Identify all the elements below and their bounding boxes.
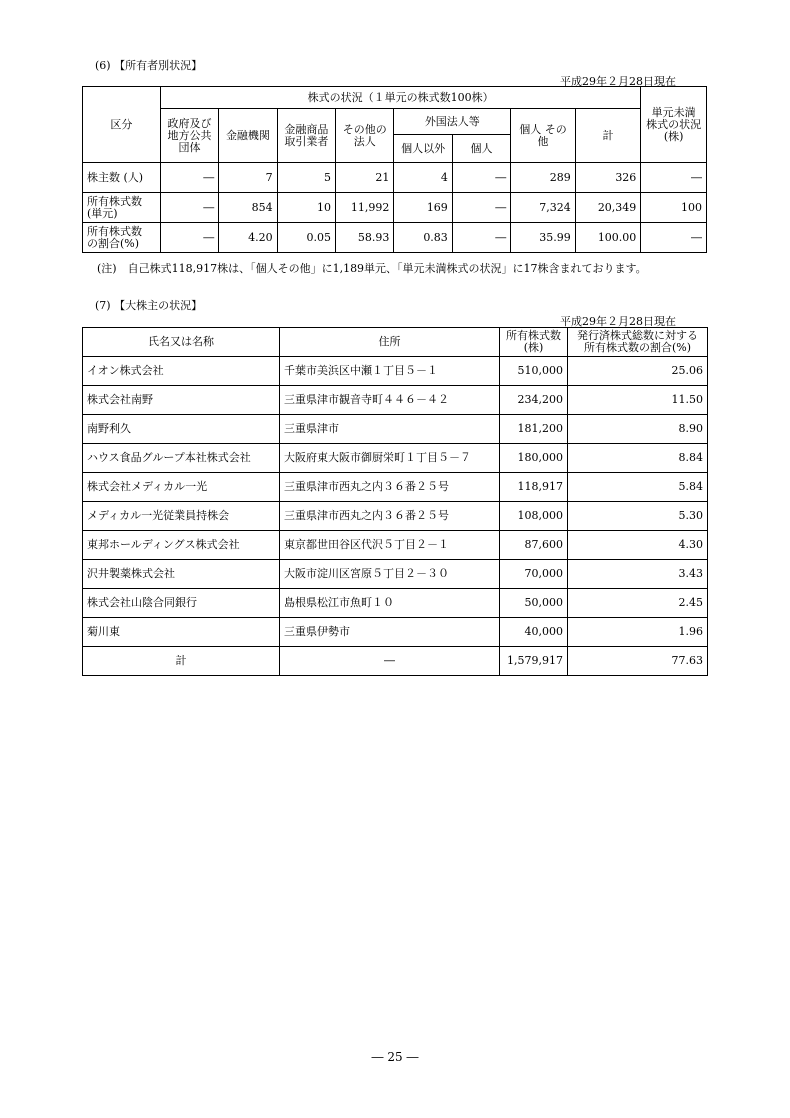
shareholder-ratio: 5.84 — [568, 473, 708, 502]
cell: 7,324 — [511, 193, 576, 223]
header-ratio: 発行済株式総数に対する 所有株式数の割合(%) — [568, 328, 708, 357]
cell: ― — [641, 163, 707, 193]
shareholder-shares: 180,000 — [500, 444, 568, 473]
shareholder-shares: 70,000 — [500, 560, 568, 589]
table-row — [83, 386, 708, 415]
cell: 4.20 — [219, 223, 277, 253]
cell: 326 — [575, 163, 641, 193]
cell: 100.00 — [575, 223, 641, 253]
shareholder-name: ハウス食品グループ本社株式会社 — [83, 444, 280, 473]
total-shares: 1,579,917 — [500, 647, 568, 676]
cell: 10 — [277, 193, 335, 223]
shareholder-name: 菊川東 — [83, 618, 280, 647]
header-status: 株式の状況（１単元の株式数100株） — [160, 87, 640, 109]
total-row — [83, 647, 708, 676]
section6-title: (6) 【所有者別状況】 — [95, 59, 203, 72]
cell: 289 — [511, 163, 576, 193]
header-gov: 政府及び 地方公共 団体 — [160, 109, 218, 163]
table-row — [83, 502, 708, 531]
section7-title: (7) 【大株主の状況】 — [95, 299, 203, 312]
shareholder-address: 三重県津市西丸之内３６番２５号 — [280, 473, 500, 502]
shareholder-name: イオン株式会社 — [83, 357, 280, 386]
shareholder-name: 東邦ホールディングス株式会社 — [83, 531, 280, 560]
cell: 35.99 — [511, 223, 576, 253]
table-row — [83, 357, 708, 386]
header-kubun: 区分 — [83, 87, 161, 163]
shareholder-shares: 234,200 — [500, 386, 568, 415]
shareholder-shares: 40,000 — [500, 618, 568, 647]
row-label: 所有株式数 (単元) — [83, 193, 161, 223]
header-shares: 所有株式数 (株) — [500, 328, 568, 357]
shareholder-ratio: 8.84 — [568, 444, 708, 473]
header-individual: 個人 その他 — [511, 109, 576, 163]
cell: ― — [160, 163, 218, 193]
shareholder-name: 株式会社メディカル一光 — [83, 473, 280, 502]
shareholder-ratio: 25.06 — [568, 357, 708, 386]
table-row — [83, 618, 708, 647]
cell: ― — [160, 193, 218, 223]
cell: 0.83 — [394, 223, 452, 253]
cell: ― — [160, 223, 218, 253]
shareholder-ratio: 2.45 — [568, 589, 708, 618]
table-row — [83, 163, 707, 193]
table-row — [83, 223, 707, 253]
cell: 11,992 — [336, 193, 394, 223]
header-foreign: 外国法人等 — [394, 109, 511, 135]
total-ratio: 77.63 — [568, 647, 708, 676]
cell: ― — [452, 163, 510, 193]
section7-date: 平成29年２月28日現在 — [560, 315, 676, 328]
table-row — [83, 415, 708, 444]
header-foreign-nonind: 個人以外 — [394, 135, 452, 163]
cell: 169 — [394, 193, 452, 223]
cell: 854 — [219, 193, 277, 223]
major-shareholders-table — [82, 327, 708, 676]
cell: 4 — [394, 163, 452, 193]
cell: ― — [452, 223, 510, 253]
shareholder-name: 株式会社山陰合同銀行 — [83, 589, 280, 618]
table-row — [83, 473, 708, 502]
shareholder-name: メディカル一光従業員持株会 — [83, 502, 280, 531]
shareholder-name: 南野利久 — [83, 415, 280, 444]
shareholder-ratio: 4.30 — [568, 531, 708, 560]
shareholder-address: 東京都世田谷区代沢５丁目２－１ — [280, 531, 500, 560]
shareholder-shares: 510,000 — [500, 357, 568, 386]
shareholder-address: 島根県松江市魚町１０ — [280, 589, 500, 618]
table-row — [83, 444, 708, 473]
page-number: ― 25 ― — [371, 1050, 419, 1064]
table-row — [83, 531, 708, 560]
shareholder-address: 三重県津市観音寺町４４６－４２ — [280, 386, 500, 415]
cell: 58.93 — [336, 223, 394, 253]
shareholder-name: 沢井製薬株式会社 — [83, 560, 280, 589]
shareholder-ratio: 3.43 — [568, 560, 708, 589]
table-row — [83, 193, 707, 223]
header-address: 住所 — [280, 328, 500, 357]
cell: ― — [452, 193, 510, 223]
header-fin: 金融機関 — [219, 109, 277, 163]
ownership-table — [82, 86, 707, 253]
row-label: 所有株式数 の割合(%) — [83, 223, 161, 253]
header-sec: 金融商品 取引業者 — [277, 109, 335, 163]
section6-date: 平成29年２月28日現在 — [560, 75, 676, 88]
cell: 0.05 — [277, 223, 335, 253]
shareholder-name: 株式会社南野 — [83, 386, 280, 415]
cell: 20,349 — [575, 193, 641, 223]
shareholder-address: 三重県伊勢市 — [280, 618, 500, 647]
shareholder-ratio: 1.96 — [568, 618, 708, 647]
shareholder-address: 三重県津市西丸之内３６番２５号 — [280, 502, 500, 531]
shareholder-shares: 118,917 — [500, 473, 568, 502]
table-row — [83, 560, 708, 589]
cell: 100 — [641, 193, 707, 223]
total-address: ― — [280, 647, 500, 676]
header-name: 氏名又は名称 — [83, 328, 280, 357]
row-label: 株主数 (人) — [83, 163, 161, 193]
shareholder-shares: 181,200 — [500, 415, 568, 444]
shareholder-shares: 87,600 — [500, 531, 568, 560]
cell: 7 — [219, 163, 277, 193]
header-odd-lot: 単元未満 株式の状況 (株) — [641, 87, 707, 163]
section6-note: (注) 自己株式118,917株は、「個人その他」に1,189単元、「単元未満株式の状況」に17株含まれております。 — [97, 262, 647, 275]
header-foreign-ind: 個人 — [452, 135, 510, 163]
shareholder-address: 三重県津市 — [280, 415, 500, 444]
header-total: 計 — [575, 109, 641, 163]
shareholder-ratio: 11.50 — [568, 386, 708, 415]
table-row — [83, 589, 708, 618]
shareholder-ratio: 5.30 — [568, 502, 708, 531]
cell: 5 — [277, 163, 335, 193]
header-other: その他の 法人 — [336, 109, 394, 163]
shareholder-address: 大阪府東大阪市御厨栄町１丁目５－７ — [280, 444, 500, 473]
shareholder-shares: 108,000 — [500, 502, 568, 531]
shareholder-address: 千葉市美浜区中瀬１丁目５－１ — [280, 357, 500, 386]
total-label: 計 — [83, 647, 280, 676]
cell: 21 — [336, 163, 394, 193]
shareholder-ratio: 8.90 — [568, 415, 708, 444]
cell: ― — [641, 223, 707, 253]
shareholder-address: 大阪市淀川区宮原５丁目２－３０ — [280, 560, 500, 589]
shareholder-shares: 50,000 — [500, 589, 568, 618]
